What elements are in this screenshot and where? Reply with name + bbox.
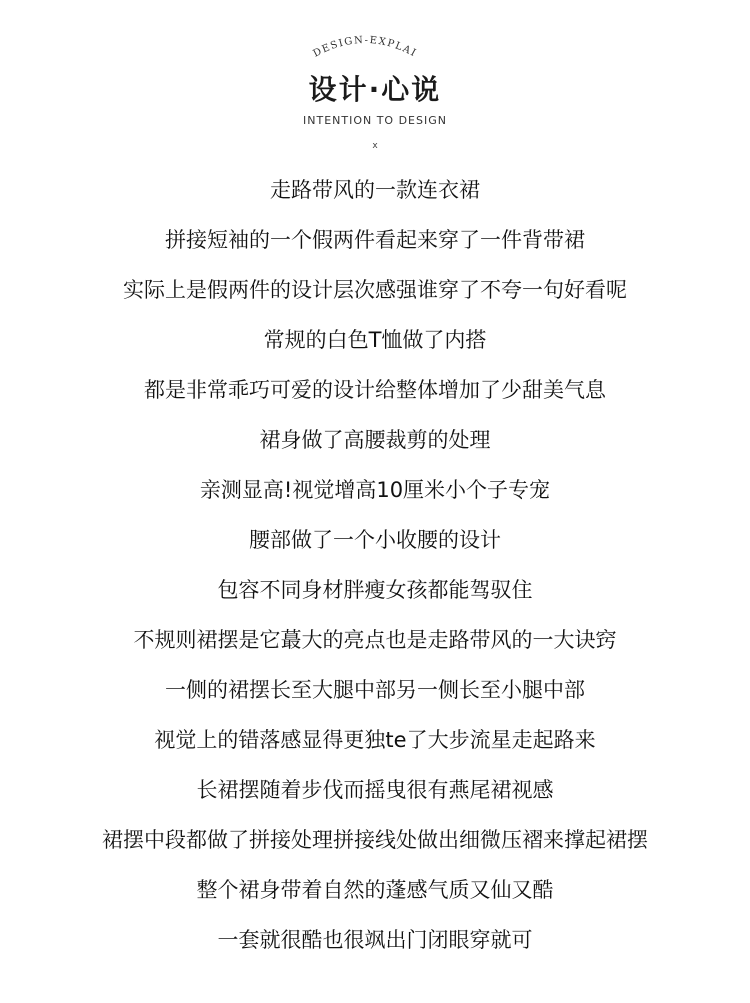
description-line: 长裙摆随着步伐而摇曳很有燕尾裙视感 (196, 778, 554, 802)
description-line: 不规则裙摆是它蕞大的亮点也是走路带风的一大诀窍 (133, 628, 617, 652)
description-line: 走路带风的一款连衣裙 (270, 178, 480, 202)
description-line: 裙身做了高腰裁剪的处理 (259, 428, 491, 452)
description-line: 整个裙身带着自然的蓬感气质又仙又酷 (196, 878, 554, 902)
description-line: 常规的白色T恤做了内搭 (263, 328, 487, 352)
description-line: 腰部做了一个小收腰的设计 (249, 528, 501, 552)
description-line: 都是非常乖巧可爱的设计给整体增加了少甜美气息 (144, 378, 606, 402)
description-line: 拼接短袖的一个假两件看起来穿了一件背带裙 (165, 228, 585, 252)
arc-heading (295, 22, 435, 72)
description-line: 一侧的裙摆长至大腿中部另一侧长至小腿中部 (165, 678, 585, 702)
description-line: 裙摆中段都做了拼接处理拼接线处做出细微压褶来撑起裙摆 (102, 828, 648, 852)
description-line: 实际上是假两件的设计层次感强谁穿了不夸一句好看呢 (123, 278, 627, 302)
divider-mark: x (372, 141, 378, 151)
design-header (0, 0, 750, 160)
description-line: 包容不同身材胖瘦女孩都能驾驭住 (217, 578, 533, 602)
description-lines (0, 170, 750, 970)
page-title: 设计·心说 (308, 73, 442, 106)
description-line: 亲测显高!视觉增高10厘米小个子专宠 (199, 478, 551, 502)
description-line: 一套就很酷也很飒出门闭眼穿就可 (217, 928, 533, 952)
page-subtitle: INTENTION TO DESIGN (303, 114, 447, 127)
description-line: 视觉上的错落感显得更独te了大步流星走起路来 (154, 728, 596, 752)
arc-heading-text: DESIGN-EXPLAI (311, 34, 419, 60)
